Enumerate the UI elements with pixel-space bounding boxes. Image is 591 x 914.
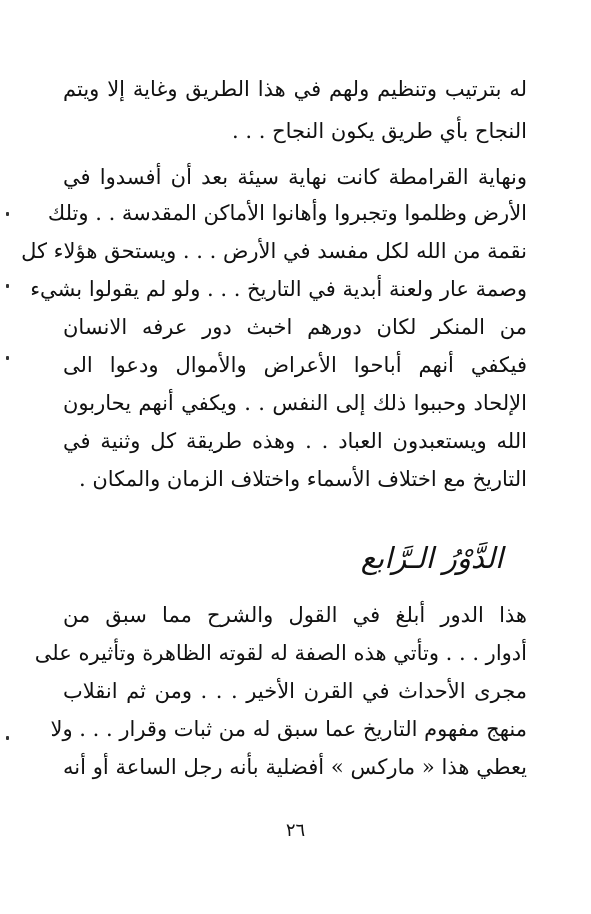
text-line: هذا الدور أبلغ في القول والشرح مما سبق من [63, 603, 527, 627]
text-line: منهج مفهوم التاريخ عما سبق له من ثبات وقرار . . . ولا [50, 717, 527, 741]
scan-mark [6, 212, 9, 216]
text-line: فيكفي أنهم أباحوا الأعراض والأموال ودعوا الى [63, 353, 527, 377]
text-line: له بترتيب وتنظيم ولهم في هذا الطريق وغاية إلا ويتم [63, 77, 527, 101]
text-line: من المنكر لكان دورهم اخبث دور عرفه الانسان [63, 315, 527, 339]
text-line: يعطي هذا « ماركس » أفضلية بأنه رجل الساعة أو أنه [63, 755, 527, 779]
text-line: نقمة من الله لكل مفسد في الأرض . . . ويستحق هؤلاء كل [21, 239, 527, 263]
text-line: النجاح بأي طريق يكون النجاح . . . [232, 119, 527, 143]
text-line: التاريخ مع اختلاف الأسماء واختلاف الزمان والمكان . [78, 467, 527, 491]
text-line: الله ويستعبدون العباد . . وهذه طريقة كل وثنية في [63, 429, 527, 453]
text-line: الإلحاد وحببوا ذلك إلى النفس . . ويكفي أنهم يحاربون [63, 391, 527, 415]
scan-mark [6, 284, 9, 288]
text-line: أدوار . . . وتأتي هذه الصفة له لقوته الظاهرة وتأثيره على [34, 641, 527, 665]
section-heading: الدَّوْرُ الـرَّابع [360, 541, 503, 575]
scan-mark [6, 736, 9, 740]
scan-mark [6, 356, 9, 360]
text-line: ونهاية القرامطة كانت نهاية سيئة بعد أن أفسدوا في [63, 165, 527, 189]
text-line: الأرض وظلموا وتجبروا وأهانوا الأماكن المقدسة . . وتلك [47, 201, 527, 225]
page-number: ٢٦ [285, 820, 306, 841]
text-line: مجرى الأحداث في القرن الأخير . . . ومن ثم انقلاب [63, 679, 527, 703]
text-line: وصمة عار ولعنة أبدية في التاريخ . . . ولو لم يقولوا بشيء [30, 277, 527, 301]
